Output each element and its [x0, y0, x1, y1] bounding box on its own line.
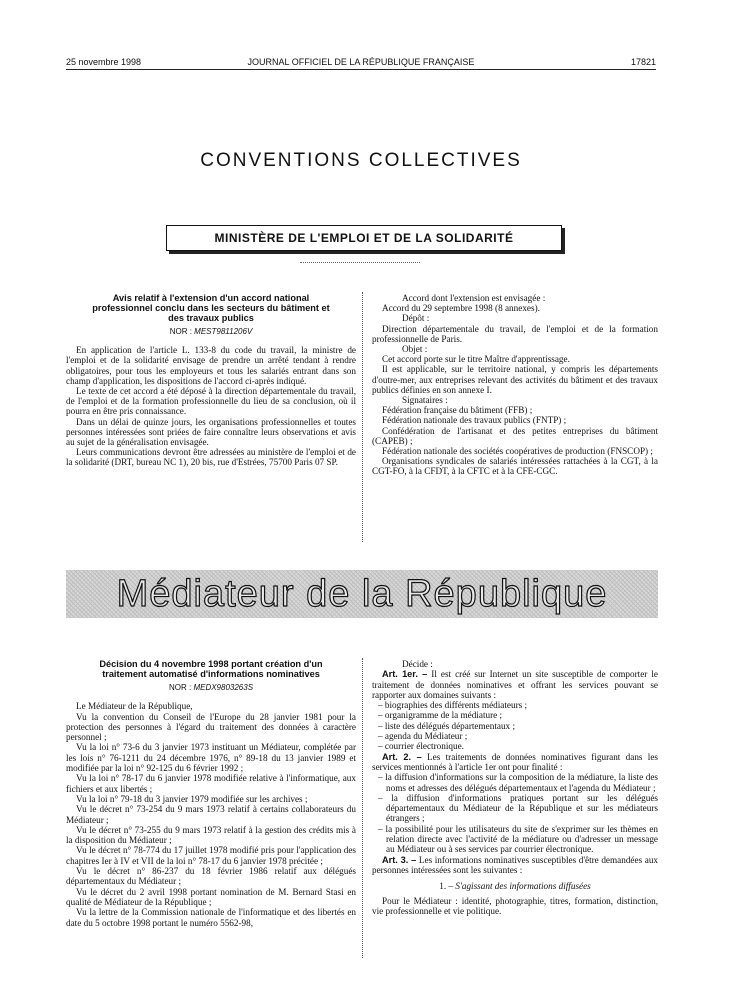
avis-nor-code: MEST9811206V — [194, 327, 253, 336]
decision-visa: Vu le décret n° 73-254 du 9 mars 1973 relatif à certains collaborateurs du Médiateur ; — [66, 804, 356, 825]
article-1-item: – biographies des différents médiateurs ; — [378, 700, 528, 711]
article-2-item: – la diffusion d'informations sur la composition de la médiature, la liste des noms et adresses des délégués départementaux et l'agenda du Médiateur ; — [378, 772, 658, 793]
decision-visa: Vu la convention du Conseil de l'Europe du 28 janvier 1981 pour la protection des personnes à l'égard du traitement des données à caractère personnel ; — [66, 711, 356, 743]
decision-visa: Vu le décret n° 78-774 du 17 juillet 1978 modifié pris pour l'application des chapitres Ier à IV et VII de la loi n° 78-17 du 6 janvier 1978 précitée ; — [66, 845, 356, 866]
article-3 — [372, 855, 658, 876]
decision-visa: Le Médiateur de la République, — [76, 701, 193, 712]
article-1-item: – organigramme de la médiature ; — [378, 710, 503, 721]
decide-label: Décide : — [402, 659, 433, 669]
signataire-item: Organisations syndicales de salariés intéressées rattachées à la CGT, à la CGT-FO, à la CFDT, à la CFTC et à la CFE-CGC. — [372, 456, 658, 477]
accord-label: Accord dont l'extension est envisagée : — [402, 293, 546, 303]
article-2-item: – la diffusion d'informations pratiques portant sur les délégués départementaux du Médiateur de la République et sur les médiateurs étrangers ; — [378, 792, 658, 824]
avis-nor — [66, 327, 356, 337]
avis-paragraph: En application de l'article L. 133-8 du code du travail, la ministre de l'emploi et de la solidarité envisage de prendre un arrêté tendant à rendre obligatoires, pour tous les employeurs et tous les salariés entrant dans son champ d'application, les dispositions de l'accord ci-après indiqué. — [66, 345, 356, 386]
avis-nor-label: NOR : — [169, 327, 192, 336]
ministry-divider — [300, 262, 420, 263]
header-journal-title: JOURNAL OFFICIEL DE LA RÉPUBLIQUE FRANÇAISE — [247, 57, 475, 67]
article-2-text: Les traitements de données nominatives figurant dans les services mentionnés à l'article 1er ont pour finalité : — [372, 751, 659, 772]
article-1-item: – liste des délégués départementaux ; — [378, 720, 516, 731]
mediateur-banner-text: Médiateur de la République — [116, 572, 608, 615]
article-2-item: – la possibilité pour les utilisateurs du site de s'exprimer sur les thèmes en relation directe avec l'activité de la médiature ou d'adresser un message au Médiateur ou à ses services par courrier électronique. — [378, 823, 658, 855]
sub-heading-number: 1. – — [439, 881, 454, 892]
avis-left-column — [66, 293, 356, 468]
avis-paragraph: Leurs communications devront être adressées au ministère de l'emploi et de la solidarité (DRT, bureau NC 1), 20 bis, rue d'Estrées, 75700 Paris 07 SP. — [66, 447, 356, 468]
accord-value: Accord du 29 septembre 1998 (8 annexes). — [382, 303, 540, 314]
article-1-item: – courrier électronique. — [378, 741, 464, 752]
decision-visa: Vu la loi n° 79-18 du 3 janvier 1979 modifiée sur les archives ; — [76, 793, 308, 804]
decision-right-column — [372, 659, 658, 916]
article-2 — [372, 752, 658, 773]
signataire-item: Fédération nationale des travaux publics (FNTP) ; — [382, 415, 567, 426]
section-title: CONVENTIONS COLLECTIVES — [200, 150, 522, 171]
decision-visa: Vu la loi n° 78-17 du 6 janvier 1978 modifiée relative à l'informatique, aux fichiers et aux libertés ; — [66, 773, 356, 794]
signataire-item: Fédération nationale des sociétés coopératives de production (FNSCOP) ; — [382, 446, 653, 457]
article-1-item: – agenda du Médiateur ; — [378, 731, 468, 742]
article-3-label: Art. 3. – — [382, 854, 417, 865]
column-separator — [362, 658, 363, 958]
header-date: 25 novembre 1998 — [66, 57, 142, 67]
column-separator — [362, 292, 363, 542]
article-1-label: Art. 1er. – — [382, 669, 428, 680]
sub-heading-text: S'agissant des informations diffusées — [455, 881, 591, 892]
ministry-heading — [166, 225, 562, 251]
article-1-text: Il est créé sur Internet un site susceptible de comporter le traitement de données nominatives et offrant les services pouvant se rapporter aux domaines suivants : — [372, 669, 658, 700]
ministry-heading-text: MINISTÈRE DE L'EMPLOI ET DE LA SOLIDARITÉ — [214, 231, 514, 245]
objet-value: Cet accord porte sur le titre Maître d'apprentissage. — [382, 354, 570, 365]
sub-heading — [372, 881, 658, 891]
avis-title: Avis relatif à l'extension d'un accord national professionnel conclu dans les secteurs du bâtiment et des travaux publics — [92, 293, 330, 323]
header-rule — [66, 69, 656, 70]
decision-nor-label: NOR : — [168, 683, 192, 692]
header-page-number: 17821 — [630, 57, 656, 67]
mediateur-info-paragraph: Pour le Médiateur : identité, photographie, titres, formation, distinction, vie professionnelle et vie politique. — [372, 895, 658, 916]
decision-title: Décision du 4 novembre 1998 portant création d'un traitement automatisé d'informations nominatives — [99, 659, 323, 679]
depot-value: Direction départementale du travail, de l'emploi et de la formation professionnelle de Paris. — [372, 323, 658, 344]
decision-visa: Vu le décret n° 73-255 du 9 mars 1973 relatif à la gestion des crédits mis à la disposition du Médiateur ; — [66, 824, 356, 846]
objet-label: Objet : — [402, 344, 428, 355]
decision-nor-code: MEDX9803263S — [193, 683, 254, 692]
avis-paragraph: Le texte de cet accord a été déposé à la direction départementale du travail, de l'emploi et de la formation professionnelle du lieu de sa conclusion, où il pourra en être pris connaissance. — [66, 386, 356, 417]
signataire-item: Fédération française du bâtiment (FFB) ; — [382, 405, 533, 416]
decision-visa: Vu le décret n° 86-237 du 18 février 1986 relatif aux délégués départementaux du Médiateur ; — [66, 866, 356, 887]
decision-left-column — [66, 659, 356, 928]
article-1 — [372, 669, 658, 700]
article-2-label: Art. 2. – — [382, 751, 422, 762]
decision-visa: Vu la lettre de la Commission nationale de l'informatique et des libertés en date du 5 octobre 1998 portant le numéro 5562-98, — [66, 907, 356, 928]
signataire-item: Confédération de l'artisanat et des petites entreprises du bâtiment (CAPEB) ; — [372, 425, 658, 446]
avis-paragraph: Dans un délai de quinze jours, les organisations professionnelles et toutes personnes intéressées sont priées de faire connaître leurs observations et avis au sujet de la généralisation envisagée. — [66, 416, 356, 448]
avis-right-column — [372, 293, 658, 477]
decision-visa: Vu le décret du 2 avril 1998 portant nomination de M. Bernard Stasi en qualité de Médiateur de la République ; — [66, 886, 356, 907]
depot-label: Dépôt : — [402, 313, 430, 324]
decision-visa: Vu la loi n° 73-6 du 3 janvier 1973 instituant un Médiateur, complétée par les lois n° 76-1211 du 24 décembre 1976, n° 89-18 du 13 janvier 1989 et modifiée par la loi n° 92-125 du 6 février 1992 ; — [66, 742, 356, 774]
signataires-label: Signataires : — [402, 395, 448, 406]
objet-value: Il est applicable, sur le territoire national, y compris les départements d'outre-mer, aux entreprises relevant des activités du bâtiment et des travaux publics définies en son annexe I. — [372, 364, 658, 395]
decision-nor — [66, 683, 356, 693]
mediateur-banner — [66, 570, 658, 618]
article-3-text: Les informations nominatives susceptibles d'être demandées aux personnes intéressées sont les suivantes : — [372, 854, 659, 875]
